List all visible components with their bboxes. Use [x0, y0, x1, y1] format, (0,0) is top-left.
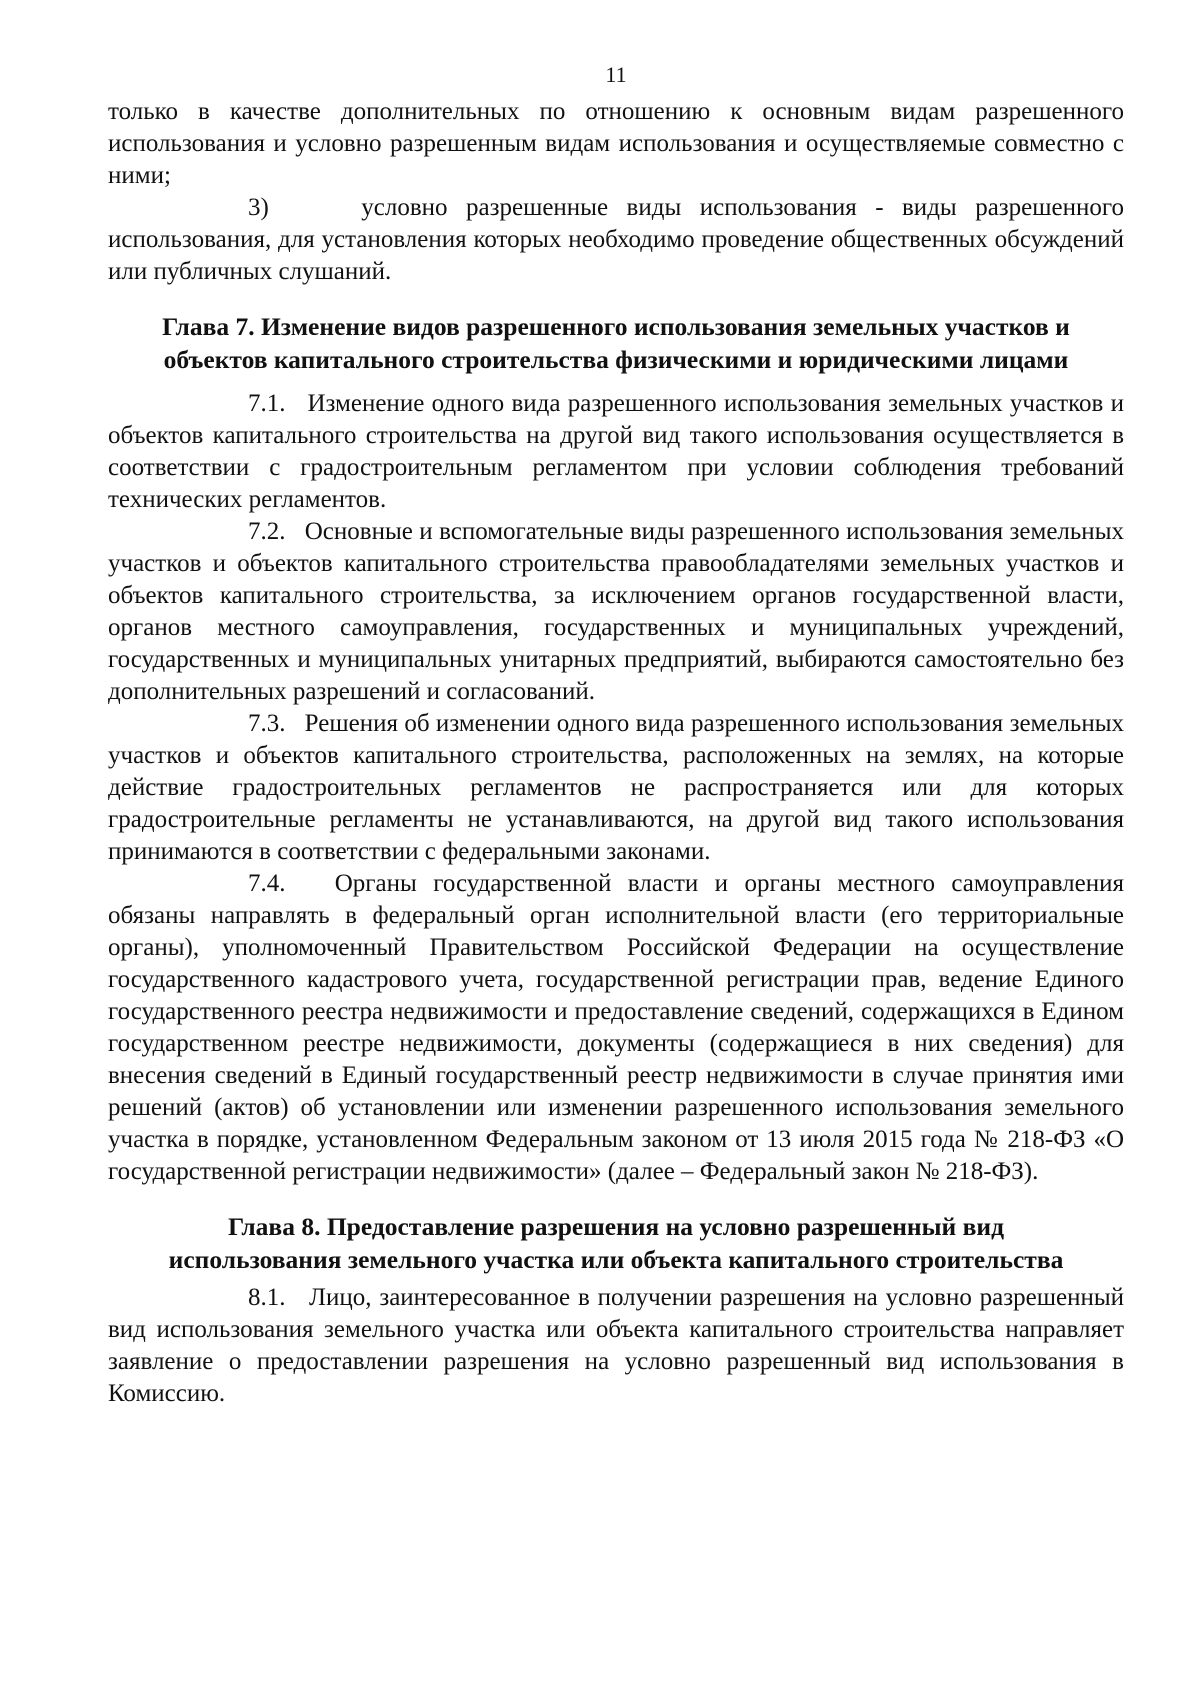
document-page	[108, 62, 1124, 1410]
paragraph-8-1	[108, 1282, 1124, 1410]
paragraph-number: 8.1.	[248, 1284, 286, 1311]
paragraph-text: Лицо, заинтересованное в получении разрешения на условно разрешенный вид использования земельного участка или объекта капитального строительства направляет заявление о предоставлении разрешения на условно разрешенный вид использования в Комиссию.	[108, 1284, 1125, 1407]
paragraph-7-4	[108, 868, 1124, 1188]
paragraph-7-1	[108, 388, 1124, 516]
paragraph-7-3	[108, 708, 1124, 868]
page-number: 11	[605, 62, 627, 87]
paragraph-number: 7.1.	[248, 390, 286, 417]
list-item-text: условно разрешенные виды использования - виды разрешенного использования, для установления которых необходимо проведение общественных обсуждений или публичных слушаний.	[108, 194, 1124, 285]
paragraph-text: Изменение одного вида разрешенного использования земельных участков и объектов капитального строительства на другой вид такого использования осуществляется в соответствии с градостроительным регламентом при условии соблюдения требований технических регламентов.	[108, 390, 1124, 513]
chapter-8-heading-line-2: использования земельного участка или объекта капитального строительства	[168, 1245, 1064, 1274]
chapter-8-heading-line-1: Глава 8. Предоставление разрешения на условно разрешенный вид	[228, 1212, 1004, 1241]
paragraph-text: Основные и вспомогательные виды разрешенного использования земельных участков и объектов капитального строительства правообладателями земельных участков и объектов капитального строительства, за исключением органов государственной власти, органов местного самоуправления, государственных и муниципальных учреждений, государственных и муниципальных унитарных предприятий, выбираются самостоятельно без дополнительных разрешений и согласований.	[108, 518, 1124, 705]
paragraph-number: 7.3.	[248, 710, 286, 737]
paragraph-number: 7.2.	[248, 518, 286, 545]
list-item-number: 3)	[248, 194, 269, 221]
paragraph-7-2	[108, 516, 1124, 708]
paragraph-text: Решения об изменении одного вида разрешенного использования земельных участков и объектов капитального строительства, расположенных на землях, на которые действие градостроительных регламентов не распространяется или для которых градостроительные регламенты не устанавливаются, на другой вид такого использования принимаются в соответствии с федеральными законами.	[108, 710, 1125, 865]
list-item-3	[108, 192, 1124, 288]
continuation-paragraph: только в качестве дополнительных по отношению к основным видам разрешенного использования и условно разрешенным видам использования и осуществляемые совместно с ними;	[108, 98, 1124, 189]
paragraph-text: Органы государственной власти и органы местного самоуправления обязаны направлять в федеральный орган исполнительной власти (его территориальные органы), уполномоченный Правительством Российской Федерации на осуществление государственного кадастрового учета, государственной регистрации прав, ведение Единого государственного реестра недвижимости и предоставление сведений, содержащихся в Едином государственном реестре недвижимости, документы (содержащиеся в них сведения) для внесения сведений в Единый государственный реестр недвижимости в случае принятия ими решений (актов) об установлении или изменении разрешенного использования земельного участка в порядке, установленном Федеральным законом от 13 июля 2015 года № 218-ФЗ «О государственной регистрации недвижимости» (далее – Федеральный закон № 218-ФЗ).	[108, 870, 1125, 1185]
chapter-7-heading: Глава 7. Изменение видов разрешенного использования земельных участков и объектов капитального строительства физическими и юридическими лицами	[162, 312, 1070, 374]
paragraph-number: 7.4.	[248, 870, 286, 897]
chapter-8-heading	[108, 1210, 1124, 1276]
